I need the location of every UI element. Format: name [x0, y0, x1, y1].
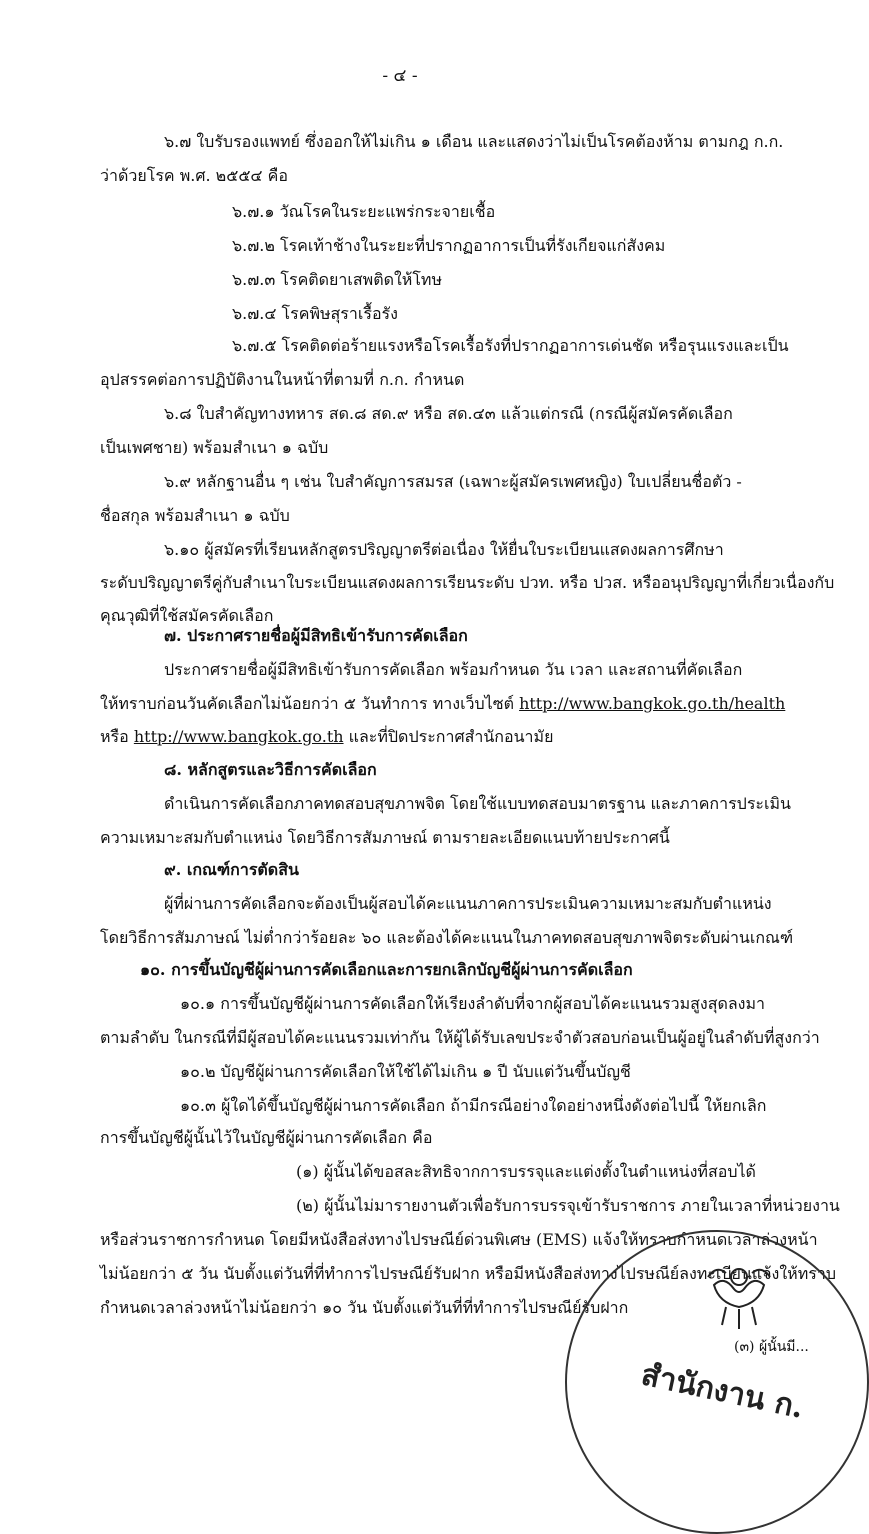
section-10-line-10: กำหนดเวลาล่วงหน้าไม่น้อยกว่า ๑๐ วัน นับตั้งแต่วันที่ที่ทำการไปรษณีย์รับฝาก	[100, 1298, 629, 1317]
section-8-heading: ๘. หลักสูตรและวิธีการคัดเลือก	[164, 760, 377, 779]
next-page-reference: (๓) ผู้นั้นมี...	[734, 1339, 809, 1355]
section-7-line-1: ประกาศรายชื่อผู้มีสิทธิเข้ารับการคัดเลือก พร้อมกำหนด วัน เวลา และสถานที่คัดเลือก	[164, 660, 743, 679]
paragraph-line: ๖.๗.๔ โรคพิษสุราเรื้อรัง	[232, 304, 398, 323]
section-9-line-1: ผู้ที่ผ่านการคัดเลือกจะต้องเป็นผู้สอบได้คะแนนภาคการประเมินความเหมาะสมกับตำแหน่ง	[164, 894, 772, 913]
section-10-line-4: ๑๐.๓ ผู้ใดได้ขึ้นบัญชีผู้ผ่านการคัดเลือก ถ้ามีกรณีอย่างใดอย่างหนึ่งดังต่อไปนี้ ให้ยกเลิก	[180, 1096, 767, 1115]
section-9-heading: ๙. เกณฑ์การตัดสิน	[164, 860, 299, 879]
paragraph-line: ระดับปริญญาตรีคู่กับสำเนาใบระเบียนแสดงผลการเรียนระดับ ปวท. หรือ ปวส. หรืออนุปริญญาที่เกี่ยวเนื่องกับ	[100, 573, 835, 592]
section-7-prefix: หรือ	[100, 727, 134, 746]
paragraph-line: ว่าด้วยโรค พ.ศ. ๒๕๕๔ คือ	[100, 166, 288, 185]
paragraph-line: ๖.๗ ใบรับรองแพทย์ ซึ่งออกให้ไม่เกิน ๑ เดือน และแสดงว่าไม่เป็นโรคต้องห้าม ตามกฎ ก.ก.	[164, 132, 784, 151]
section-10-line-2: ตามลำดับ ในกรณีที่มีผู้สอบได้คะแนนรวมเท่ากัน ให้ผู้ได้รับเลขประจำตัวสอบก่อนเป็นผู้อยู่ในลำดับที่สูงกว่า	[100, 1028, 820, 1047]
section-10-line-9: ไม่น้อยกว่า ๕ วัน นับตั้งแต่วันที่ที่ทำการไปรษณีย์รับฝาก หรือมีหนังสือส่งทางไปรษณีย์ลงทะเบียนแจ้งให้ทราบ	[100, 1264, 837, 1283]
section-7-suffix: และที่ปิดประกาศสำนักอนามัย	[343, 727, 554, 746]
section-9-line-2: โดยวิธีการสัมภาษณ์ ไม่ต่ำกว่าร้อยละ ๖๐ และต้องได้คะแนนในภาคทดสอบสุขภาพจิตระดับผ่านเกณฑ์	[100, 928, 794, 947]
section-10-line-7: (๒) ผู้นั้นไม่มารายงานตัวเพื่อรับการบรรจุเข้ารับราชการ ภายในเวลาที่หน่วยงาน	[296, 1196, 840, 1215]
page-number: - ๔ -	[382, 66, 418, 86]
paragraph-line: ๖.๗.๑ วัณโรคในระยะแพร่กระจายเชื้อ	[232, 202, 496, 221]
section-10-line-1: ๑๐.๑ การขึ้นบัญชีผู้ผ่านการคัดเลือกให้เรียงลำดับที่จากผู้สอบได้คะแนนรวมสูงสุดลงมา	[180, 994, 766, 1013]
section-7-line-3	[100, 727, 553, 746]
section-8-line-1: ดำเนินการคัดเลือกภาคทดสอบสุขภาพจิต โดยใช้แบบทดสอบมาตรฐาน และภาคการประเมิน	[164, 794, 791, 813]
section-7-line-2	[100, 694, 785, 713]
seal-text: สำนักงาน ก.	[638, 1357, 807, 1426]
section-10-line-5: การขึ้นบัญชีผู้นั้นไว้ในบัญชีผู้ผ่านการคัดเลือก คือ	[100, 1128, 433, 1147]
paragraph-line: เป็นเพศชาย) พร้อมสำเนา ๑ ฉบับ	[100, 438, 329, 457]
section-8-line-2: ความเหมาะสมกับตำแหน่ง โดยวิธีการสัมภาษณ์ ตามรายละเอียดแนบท้ายประกาศนี้	[100, 828, 670, 847]
paragraph-line: คุณวุฒิที่ใช้สมัครคัดเลือก	[100, 606, 274, 625]
section-7-text: ให้ทราบก่อนวันคัดเลือกไม่น้อยกว่า ๕ วันทำการ ทางเว็บไซต์	[100, 694, 520, 713]
paragraph-line: ๖.๗.๕ โรคติดต่อร้ายแรงหรือโรคเรื้อรังที่ปรากฏอาการเด่นชัด หรือรุนแรงและเป็น	[232, 336, 789, 355]
section-10-line-6: (๑) ผู้นั้นได้ขอสละสิทธิจากการบรรจุและแต่งตั้งในตำแหน่งที่สอบได้	[296, 1162, 756, 1181]
paragraph-line: ๖.๗.๒ โรคเท้าช้างในระยะที่ปรากฏอาการเป็นที่รังเกียจแก่สังคม	[232, 236, 666, 255]
section-10-heading: ๑๐. การขึ้นบัญชีผู้ผ่านการคัดเลือกและการยกเลิกบัญชีผู้ผ่านการคัดเลือก	[140, 960, 633, 979]
paragraph-line: ๖.๑๐ ผู้สมัครที่เรียนหลักสูตรปริญญาตรีต่อเนื่อง ให้ยื่นใบระเบียนแสดงผลการศึกษา	[164, 540, 724, 559]
paragraph-line: ๖.๗.๓ โรคติดยาเสพติดให้โทษ	[232, 270, 443, 289]
section-7-heading: ๗. ประกาศรายชื่อผู้มีสิทธิเข้ารับการคัดเลือก	[164, 626, 468, 645]
paragraph-line: ชื่อสกุล พร้อมสำเนา ๑ ฉบับ	[100, 506, 290, 525]
garuda-seal-icon	[704, 1255, 774, 1335]
bangkok-link[interactable]: http://www.bangkok.go.th	[133, 727, 344, 746]
paragraph-line: ๖.๘ ใบสำคัญทางทหาร สด.๘ สด.๙ หรือ สด.๔๓ แล้วแต่กรณี (กรณีผู้สมัครคัดเลือก	[164, 404, 733, 423]
section-10-line-8: หรือส่วนราชการกำหนด โดยมีหนังสือส่งทางไปรษณีย์ด่วนพิเศษ (EMS) แจ้งให้ทราบกำหนดเวลาล่วงหน้า	[100, 1230, 818, 1249]
paragraph-line: ๖.๙ หลักฐานอื่น ๆ เช่น ใบสำคัญการสมรส (เฉพาะผู้สมัครเพศหญิง) ใบเปลี่ยนชื่อตัว -	[164, 472, 742, 491]
paragraph-line: อุปสรรคต่อการปฏิบัติงานในหน้าที่ตามที่ ก.ก. กำหนด	[100, 370, 465, 389]
health-link[interactable]: http://www.bangkok.go.th/health	[519, 694, 786, 713]
section-10-line-3: ๑๐.๒ บัญชีผู้ผ่านการคัดเลือกให้ใช้ได้ไม่เกิน ๑ ปี นับแต่วันขึ้นบัญชี	[180, 1062, 631, 1081]
